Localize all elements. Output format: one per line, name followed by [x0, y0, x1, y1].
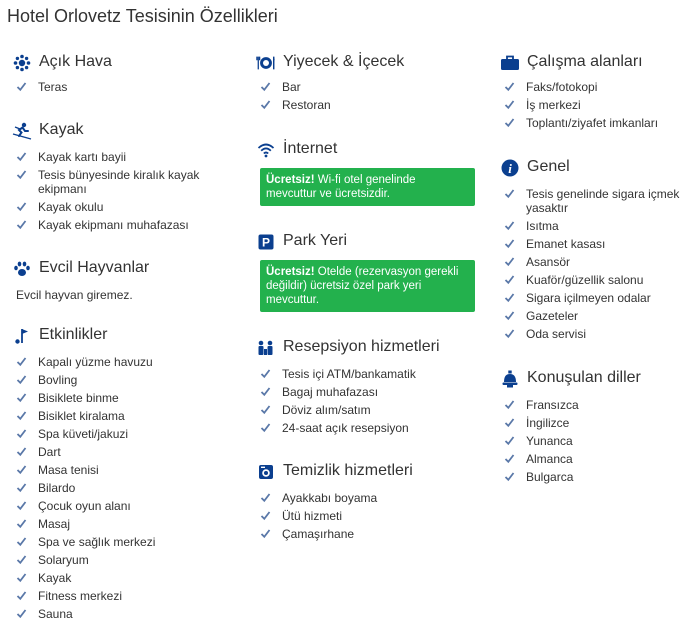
check-icon — [16, 518, 27, 529]
section-pets — [0, 258, 240, 302]
section-parking — [244, 231, 484, 306]
free-wifi-notice: Ücretsiz! Wi-fi otel genelinde mevcuttur ve ücretsizdir. — [260, 168, 475, 206]
list-item: İngilizce — [488, 416, 688, 434]
check-icon — [16, 428, 27, 439]
list-item: Tesis içi ATM/bankamatik — [244, 367, 484, 385]
check-icon — [16, 356, 27, 367]
check-icon — [504, 292, 515, 303]
list-item: Bar — [244, 80, 484, 98]
check-icon — [16, 500, 27, 511]
check-icon — [504, 417, 515, 428]
list-item: Kayak — [0, 571, 240, 589]
list-item: Masa tenisi — [0, 463, 240, 481]
section-title-ski: Kayak — [39, 121, 84, 138]
check-icon — [16, 81, 27, 92]
section-title-internet: İnternet — [283, 140, 338, 157]
check-icon — [504, 81, 515, 92]
free-parking-notice: Ücretsiz! Otelde (rezervasyon gerekli değildir) ücretsiz özel park yeri mevcuttur. — [260, 260, 475, 312]
list-item: Bulgarca — [488, 470, 688, 488]
check-icon — [16, 169, 27, 180]
check-icon — [16, 608, 27, 619]
list-item: Kapalı yüzme havuzu — [0, 355, 240, 373]
list-item: Faks/fotokopi — [488, 80, 688, 98]
check-icon — [504, 99, 515, 110]
section-title-outdoors: Açık Hava — [39, 53, 112, 70]
list-item: Tesis genelinde sigara içmek yasaktır — [488, 187, 688, 219]
check-icon — [16, 536, 27, 547]
list-item: Yunanca — [488, 434, 688, 452]
list-item: Ayakkabı boyama — [244, 491, 484, 509]
page-title: Hotel Orlovetz Tesisinin Özellikleri — [7, 6, 278, 26]
list-item: Fitness merkezi — [0, 589, 240, 607]
wifi-icon — [256, 141, 276, 159]
list-item: Tesis bünyesinde kiralık kayak ekipmanı — [0, 168, 240, 200]
briefcase-icon — [500, 54, 520, 72]
check-icon — [16, 374, 27, 385]
section-title-food-drink: Yiyecek & İçecek — [283, 53, 405, 70]
check-icon — [16, 464, 27, 475]
golf-flag-icon — [12, 327, 32, 345]
section-reception — [244, 337, 484, 435]
check-icon — [16, 572, 27, 583]
skier-icon — [12, 122, 32, 140]
list-item: Bilardo — [0, 481, 240, 499]
list-item: Ütü hizmeti — [244, 509, 484, 527]
list-item: Spa küveti/jakuzi — [0, 427, 240, 445]
check-icon — [16, 554, 27, 565]
check-icon — [260, 368, 271, 379]
check-icon — [260, 492, 271, 503]
check-icon — [16, 219, 27, 230]
list-item: Emanet kasası — [488, 237, 688, 255]
check-icon — [16, 410, 27, 421]
list-item: Isıtma — [488, 219, 688, 237]
check-icon — [260, 510, 271, 521]
list-item: Spa ve sağlık merkezi — [0, 535, 240, 553]
list-item: Çocuk oyun alanı — [0, 499, 240, 517]
list-item: Teras — [0, 80, 240, 98]
list-item: Solaryum — [0, 553, 240, 571]
section-title-languages: Konuşulan diller — [527, 369, 641, 386]
free-label: Ücretsiz! — [266, 174, 315, 186]
list-item: 24-saat açık resepsiyon — [244, 421, 484, 439]
list-item: Bisiklete binme — [0, 391, 240, 409]
list-item: Oda servisi — [488, 327, 688, 345]
svg-text:i: i — [508, 161, 512, 176]
check-icon — [504, 188, 515, 199]
section-title-activities: Etkinlikler — [39, 326, 108, 343]
check-icon — [504, 399, 515, 410]
list-item: Dart — [0, 445, 240, 463]
reception-icon — [256, 339, 276, 357]
check-icon — [504, 220, 515, 231]
section-title-work-areas: Çalışma alanları — [527, 53, 643, 70]
pets-note: Evcil hayvan giremez. — [16, 288, 133, 302]
section-languages — [488, 368, 688, 484]
list-item: Döviz alım/satım — [244, 403, 484, 421]
check-icon — [16, 201, 27, 212]
list-item: Almanca — [488, 452, 688, 470]
check-icon — [504, 453, 515, 464]
section-title-parking: Park Yeri — [283, 232, 348, 249]
section-work-areas — [488, 52, 688, 130]
dining-icon — [256, 54, 276, 72]
list-item: Kuaför/güzellik salonu — [488, 273, 688, 291]
list-item: Kayak okulu — [0, 200, 240, 218]
check-icon — [16, 590, 27, 601]
check-icon — [504, 238, 515, 249]
language-bell-icon — [500, 370, 520, 388]
check-icon — [504, 435, 515, 446]
info-icon — [500, 159, 520, 177]
activities-list — [0, 355, 240, 625]
list-item: Gazeteler — [488, 309, 688, 327]
check-icon — [260, 386, 271, 397]
section-title-reception: Resepsiyon hizmetleri — [283, 338, 440, 355]
section-title-cleaning: Temizlik hizmetleri — [283, 462, 413, 479]
free-label: Ücretsiz! — [266, 266, 315, 278]
list-item: Sigara içilmeyen odalar — [488, 291, 688, 309]
section-ski — [0, 120, 240, 232]
check-icon — [504, 471, 515, 482]
list-item: Bovling — [0, 373, 240, 391]
section-cleaning — [244, 461, 484, 541]
section-general — [488, 157, 688, 341]
check-icon — [504, 256, 515, 267]
section-outdoors — [0, 52, 240, 94]
list-item: Toplantı/ziyafet imkanları — [488, 116, 688, 134]
list-item: Çamaşırhane — [244, 527, 484, 545]
list-item: Kayak kartı bayii — [0, 150, 240, 168]
check-icon — [504, 310, 515, 321]
sun-icon — [12, 54, 32, 72]
list-item: Kayak ekipmanı muhafazası — [0, 218, 240, 236]
check-icon — [16, 392, 27, 403]
check-icon — [16, 151, 27, 162]
list-item: İş merkezi — [488, 98, 688, 116]
check-icon — [16, 482, 27, 493]
list-item: Bagaj muhafazası — [244, 385, 484, 403]
check-icon — [260, 422, 271, 433]
check-icon — [504, 117, 515, 128]
check-icon — [504, 328, 515, 339]
list-item: Masaj — [0, 517, 240, 535]
check-icon — [260, 99, 271, 110]
check-icon — [260, 404, 271, 415]
check-icon — [260, 81, 271, 92]
check-icon — [504, 274, 515, 285]
washing-machine-icon — [256, 463, 276, 481]
section-internet — [244, 139, 484, 200]
paw-icon — [12, 260, 32, 278]
section-food-drink — [244, 52, 484, 112]
section-title-general: Genel — [527, 158, 570, 175]
section-title-pets: Evcil Hayvanlar — [39, 259, 150, 276]
check-icon — [16, 446, 27, 457]
list-item: Sauna — [0, 607, 240, 625]
list-item: Fransızca — [488, 398, 688, 416]
list-item: Asansör — [488, 255, 688, 273]
svg-text:P: P — [261, 235, 271, 250]
check-icon — [260, 528, 271, 539]
list-item: Restoran — [244, 98, 484, 116]
section-activities — [0, 325, 240, 621]
list-item: Bisiklet kiralama — [0, 409, 240, 427]
parking-icon — [256, 233, 276, 251]
